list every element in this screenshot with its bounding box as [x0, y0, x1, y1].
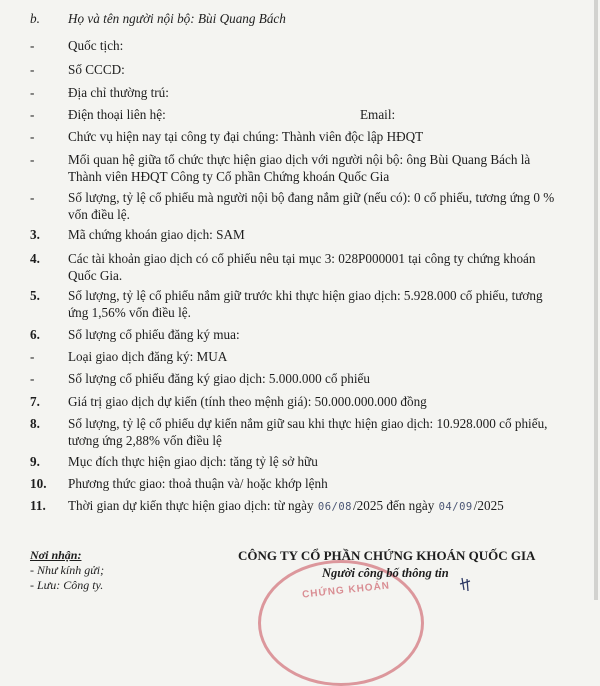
signature-mark [458, 576, 480, 592]
item-nationality: - Quốc tịch: [30, 38, 124, 53]
item-phone-email: - Điện thoại liên hệ: Email: [30, 107, 396, 122]
item-relationship: - Mối quan hệ giữa tổ chức thực hiện giao dịch với người nội bộ: ông Bùi Quang Bách là Thành viên HĐQT Công ty Cổ phần Chứng khoán Quốc Gia [30, 152, 531, 184]
company-name: CÔNG TY CỔ PHẦN CHỨNG KHOÁN QUỐC GIA [238, 548, 536, 563]
item-current-position: - Chức vụ hiện nay tại công ty đại chúng: Thành viên độc lập HĐQT [30, 129, 424, 144]
item-11-timeframe: 11. Thời gian dự kiến thực hiện giao dịch: từ ngày 06/08/2025 đến ngày 04/09/2025 [30, 498, 504, 513]
company-seal-text: CHỨNG KHOÁN [301, 580, 391, 601]
recipients-title: Nơi nhận: [30, 548, 82, 562]
item-registered-quantity: - Số lượng cổ phiếu đăng ký giao dịch: 5.000.000 cổ phiếu [30, 371, 371, 386]
item-8-holding-after: 8. Số lượng, tỷ lệ cổ phiếu dự kiến nắm giữ sau khi thực hiện giao dịch: 10.928.000 cổ phiếu, tương ứng 2,88% vốn điều lệ [30, 416, 548, 448]
item-current-holding: - Số lượng, tỷ lệ cổ phiếu mà người nội bộ đang nắm giữ (nếu có): 0 cổ phiếu, tương ứng 0 % vốn điều lệ. [30, 190, 555, 222]
handwritten-start-date: 06/08 [317, 501, 352, 513]
item-permanent-address: - Địa chỉ thường trú: [30, 85, 169, 100]
item-7-expected-value: 7. Giá trị giao dịch dự kiến (tính theo mệnh giá): 50.000.000.000 đồng [30, 394, 427, 409]
item-10-method: 10. Phương thức giao: thoả thuận và/ hoặc khớp lệnh [30, 476, 328, 491]
email-label: Email: [360, 107, 396, 122]
item-3-ticker: 3. Mã chứng khoán giao dịch: SAM [30, 227, 245, 242]
item-4-accounts: 4. Các tài khoản giao dịch có cổ phiếu nêu tại mục 3: 028P000001 tại công ty chứng khoán Quốc Gia. [30, 251, 536, 283]
recipients-block [30, 548, 104, 593]
item-5-holding-before: 5. Số lượng, tỷ lệ cổ phiếu nắm giữ trước khi thực hiện giao dịch: 5.928.000 cổ phiếu, tương ứng 1,56% vốn điều lệ. [30, 288, 543, 320]
item-9-purpose: 9. Mục đích thực hiện giao dịch: tăng tỷ lệ sở hữu [30, 454, 318, 469]
item-id-number: - Số CCCD: [30, 62, 125, 77]
handwritten-end-date: 04/09 [438, 501, 473, 513]
item-transaction-type: - Loại giao dịch đăng ký: MUA [30, 349, 228, 364]
scan-edge [594, 0, 598, 600]
recipient-line: - Lưu: Công ty. [30, 578, 104, 592]
recipient-line: - Như kính gửi; [30, 563, 105, 577]
item-insider-name: b. Họ và tên người nội bộ: Bùi Quang Bách [30, 11, 286, 26]
announcer-title: Người công bố thông tin [322, 566, 449, 580]
item-6-registered-shares: 6. Số lượng cổ phiếu đăng ký mua: [30, 327, 240, 342]
